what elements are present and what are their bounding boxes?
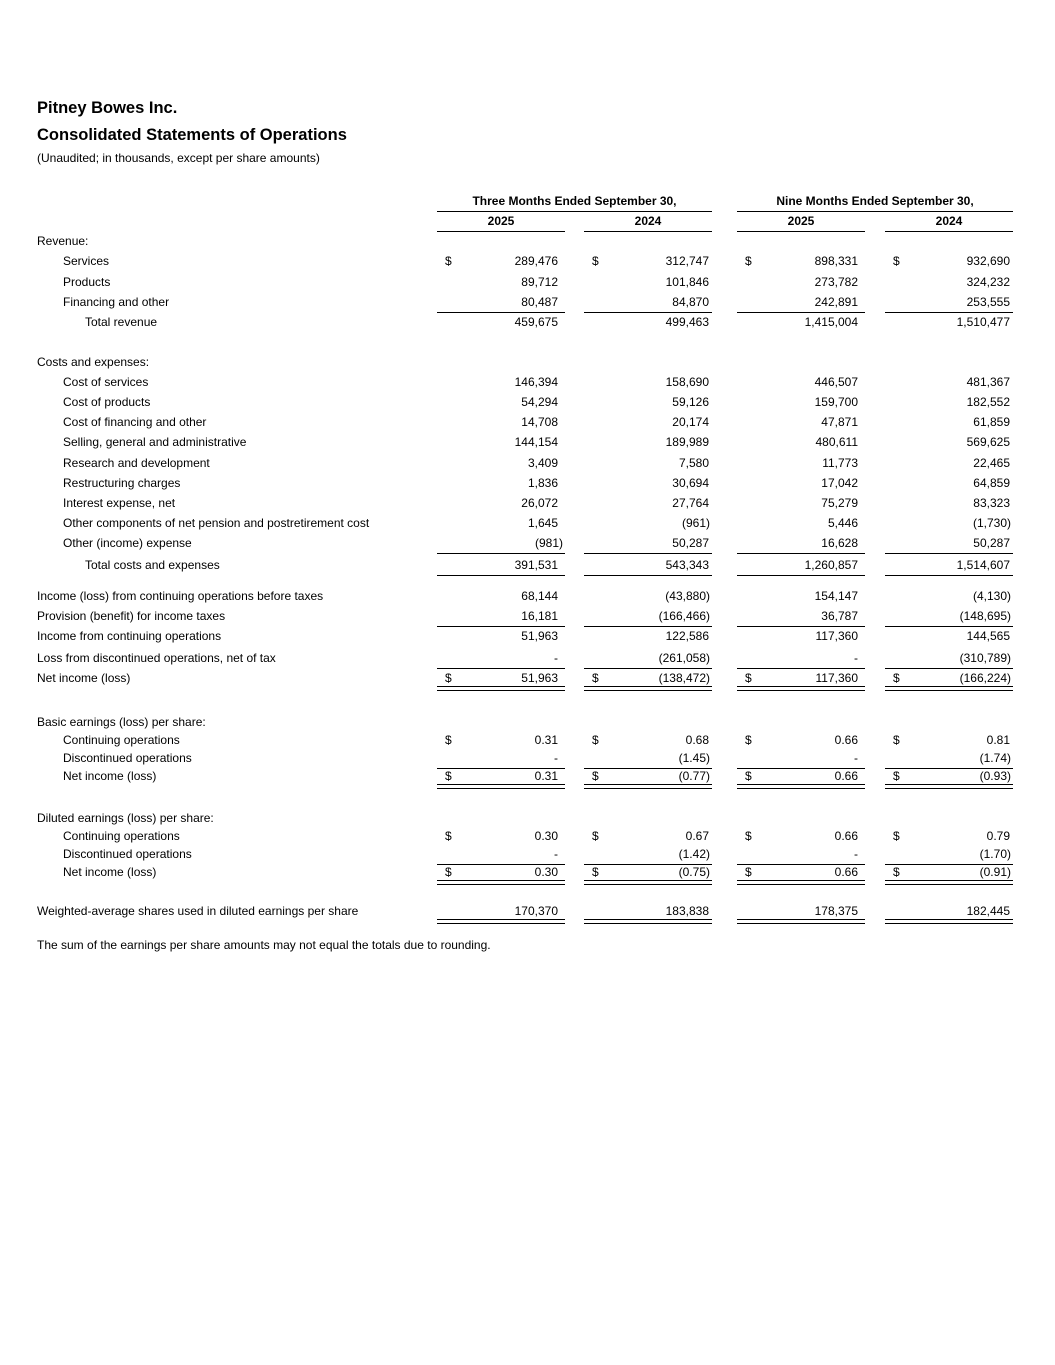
double-underline [737, 686, 865, 691]
value-cell: 36,787 [821, 609, 858, 623]
row-label: Net income (loss) [63, 769, 157, 783]
value-cell: 117,360 [815, 671, 858, 685]
double-underline [737, 919, 865, 924]
value-cell: 50,287 [672, 536, 709, 550]
statement-row [0, 514, 1055, 532]
value-cell: 898,331 [814, 254, 858, 268]
year-header: 2025 [787, 214, 815, 228]
value-cell: 0.81 [986, 733, 1010, 747]
double-underline [584, 784, 712, 789]
row-label: Selling, general and administrative [63, 435, 247, 449]
row-label: Net income (loss) [63, 865, 157, 879]
year-header: 2024 [634, 214, 662, 228]
value-cell: (310,789) [959, 651, 1011, 665]
value-cell: (0.93) [979, 769, 1011, 783]
statement-row [0, 353, 1055, 371]
currency-symbol: $ [745, 769, 752, 783]
statement-subtitle: (Unaudited; in thousands, except per share amounts) [37, 151, 320, 165]
value-cell: 11,773 [822, 456, 858, 470]
row-label: Interest expense, net [63, 496, 176, 510]
row-label: Discontinued operations [63, 847, 192, 861]
double-underline [885, 919, 1013, 924]
value-cell: 159,700 [814, 395, 858, 409]
statement-row [0, 767, 1055, 785]
value-cell: 182,552 [966, 395, 1010, 409]
statement-row [0, 313, 1055, 331]
value-cell: 499,463 [665, 315, 709, 329]
statement-row [0, 556, 1055, 574]
value-cell: (1.42) [678, 847, 710, 861]
value-cell: (148,695) [959, 609, 1011, 623]
value-cell: 1,415,004 [804, 315, 858, 329]
statement-row [0, 809, 1055, 827]
value-cell: 50,287 [973, 536, 1010, 550]
row-label: Continuing operations [63, 829, 180, 843]
row-label: Services [63, 254, 110, 268]
value-cell: 146,394 [514, 375, 558, 389]
currency-symbol: $ [445, 829, 452, 843]
currency-symbol: $ [592, 254, 599, 268]
row-label: Products [63, 275, 111, 289]
value-cell: 0.66 [834, 865, 858, 879]
currency-symbol: $ [893, 769, 900, 783]
subtotal-underline [437, 575, 565, 576]
value-cell: (166,224) [959, 671, 1011, 685]
value-cell: 59,126 [672, 395, 709, 409]
year-header: 2024 [935, 214, 963, 228]
statement-row [0, 534, 1055, 552]
value-cell: 1,260,857 [804, 558, 858, 572]
value-cell: 117,360 [815, 629, 858, 643]
value-cell: 14,708 [521, 415, 558, 429]
value-cell: 0.66 [834, 733, 858, 747]
value-cell: 480,611 [815, 435, 858, 449]
double-underline [437, 686, 565, 691]
currency-symbol: $ [745, 671, 752, 685]
value-cell: 101,846 [665, 275, 709, 289]
value-cell: 27,764 [672, 496, 709, 510]
statement-row [0, 494, 1055, 512]
value-cell: 253,555 [966, 295, 1010, 309]
value-cell: 84,870 [672, 295, 709, 309]
row-label: Financing and other [63, 295, 170, 309]
statement-row [0, 232, 1055, 250]
statement-row [0, 902, 1055, 920]
double-underline [437, 919, 565, 924]
value-cell: 17,042 [821, 476, 858, 490]
value-cell: 20,174 [672, 415, 709, 429]
value-cell: (1,730) [972, 516, 1011, 530]
value-cell: 0.79 [986, 829, 1010, 843]
row-label: Diluted earnings (loss) per share: [37, 811, 214, 825]
statement-row [0, 474, 1055, 492]
value-cell: 89,712 [521, 275, 558, 289]
value-cell: 47,871 [821, 415, 858, 429]
row-label: Cost of financing and other [63, 415, 207, 429]
value-cell: 80,487 [521, 295, 558, 309]
value-cell: - [554, 751, 558, 765]
company-name: Pitney Bowes Inc. [37, 99, 178, 117]
value-cell: 83,323 [973, 496, 1010, 510]
row-label: Loss from discontinued operations, net of tax [37, 651, 276, 665]
value-cell: 51,963 [521, 671, 558, 685]
value-cell: 144,565 [966, 629, 1010, 643]
row-label: Income (loss) from continuing operations before taxes [37, 589, 324, 603]
value-cell: 273,782 [814, 275, 858, 289]
statement-row [0, 433, 1055, 451]
statement-row [0, 649, 1055, 667]
value-cell: 22,465 [973, 456, 1010, 470]
value-cell: (166,466) [658, 609, 710, 623]
value-cell: 16,181 [521, 609, 558, 623]
value-cell: 324,232 [966, 275, 1010, 289]
subtotal-underline [584, 553, 712, 554]
subtotal-underline [885, 553, 1013, 554]
row-label: Provision (benefit) for income taxes [37, 609, 226, 623]
row-label: Cost of services [63, 375, 149, 389]
year-header: 2025 [487, 214, 515, 228]
value-cell: (0.77) [678, 769, 710, 783]
value-cell: 178,375 [814, 904, 858, 918]
currency-symbol: $ [592, 829, 599, 843]
value-cell: 3,409 [527, 456, 558, 470]
value-cell: 170,370 [514, 904, 558, 918]
value-cell: 144,154 [514, 435, 558, 449]
row-label: Total costs and expenses [85, 558, 220, 572]
statement-title: Consolidated Statements of Operations [37, 126, 347, 144]
currency-symbol: $ [592, 769, 599, 783]
statement-row [0, 373, 1055, 391]
value-cell: - [554, 651, 558, 665]
row-label: Weighted-average shares used in diluted earnings per share [37, 904, 359, 918]
statement-row [0, 827, 1055, 845]
value-cell: (1.45) [678, 751, 710, 765]
row-label: Revenue: [37, 234, 89, 248]
value-cell: 0.68 [685, 733, 709, 747]
value-cell: 64,859 [973, 476, 1010, 490]
value-cell: 158,690 [665, 375, 709, 389]
row-label: Income from continuing operations [37, 629, 222, 643]
value-cell: 183,838 [665, 904, 709, 918]
currency-symbol: $ [592, 671, 599, 685]
value-cell: 122,586 [665, 629, 709, 643]
row-label: Other (income) expense [63, 536, 192, 550]
value-cell: (0.91) [979, 865, 1011, 879]
value-cell: - [554, 847, 558, 861]
currency-symbol: $ [745, 829, 752, 843]
value-cell: 0.30 [534, 829, 558, 843]
value-cell: 189,989 [665, 435, 709, 449]
period-group-nine-months: Nine Months Ended September 30, [776, 194, 974, 208]
currency-symbol: $ [445, 733, 452, 747]
subtotal-underline [437, 553, 565, 554]
row-label: Total revenue [85, 315, 158, 329]
currency-symbol: $ [592, 733, 599, 747]
double-underline [737, 784, 865, 789]
value-cell: 0.31 [534, 733, 558, 747]
value-cell: 391,531 [514, 558, 558, 572]
value-cell: 182,445 [966, 904, 1010, 918]
value-cell: 1,510,477 [956, 315, 1010, 329]
value-cell: 0.66 [834, 769, 858, 783]
value-cell: (1.74) [979, 751, 1011, 765]
subtotal-underline [737, 575, 865, 576]
statement-row [0, 393, 1055, 411]
currency-symbol: $ [745, 865, 752, 879]
value-cell: 932,690 [966, 254, 1010, 268]
row-label: Other components of net pension and postretirement cost [63, 516, 370, 530]
currency-symbol: $ [893, 865, 900, 879]
currency-symbol: $ [745, 254, 752, 268]
double-underline [885, 686, 1013, 691]
row-label: Continuing operations [63, 733, 180, 747]
value-cell: - [854, 651, 858, 665]
value-cell: (1.70) [979, 847, 1011, 861]
currency-symbol: $ [893, 829, 900, 843]
value-cell: 242,891 [814, 295, 858, 309]
value-cell: (4,130) [972, 589, 1011, 603]
double-underline [885, 784, 1013, 789]
currency-symbol: $ [445, 769, 452, 783]
value-cell: 1,836 [527, 476, 558, 490]
value-cell: 0.67 [685, 829, 709, 843]
statement-row [0, 413, 1055, 431]
value-cell: 481,367 [966, 375, 1010, 389]
value-cell: 446,507 [814, 375, 858, 389]
value-cell: 30,694 [672, 476, 709, 490]
statement-row [0, 731, 1055, 749]
row-label: Discontinued operations [63, 751, 192, 765]
value-cell: 0.31 [534, 769, 558, 783]
double-underline [584, 919, 712, 924]
value-cell: (961) [681, 516, 710, 530]
value-cell: - [854, 751, 858, 765]
value-cell: 0.30 [534, 865, 558, 879]
subtotal-underline [737, 553, 865, 554]
value-cell: (981) [534, 536, 563, 550]
value-cell: - [854, 847, 858, 861]
currency-symbol: $ [893, 733, 900, 747]
value-cell: 0.66 [834, 829, 858, 843]
value-cell: (261,058) [658, 651, 710, 665]
double-underline [437, 784, 565, 789]
value-cell: 312,747 [665, 254, 709, 268]
value-cell: 1,514,607 [956, 558, 1010, 572]
row-label: Costs and expenses: [37, 355, 150, 369]
currency-symbol: $ [445, 671, 452, 685]
double-underline [437, 880, 565, 885]
value-cell: 7,580 [678, 456, 709, 470]
value-cell: 543,343 [665, 558, 709, 572]
row-label: Cost of products [63, 395, 151, 409]
value-cell: 61,859 [973, 415, 1010, 429]
value-cell: 54,294 [521, 395, 558, 409]
statement-row [0, 293, 1055, 311]
value-cell: 16,628 [821, 536, 858, 550]
statement-row [0, 252, 1055, 270]
double-underline [737, 880, 865, 885]
period-group-underline [737, 211, 1013, 212]
row-label: Net income (loss) [37, 671, 131, 685]
value-cell: 5,446 [827, 516, 858, 530]
value-cell: 154,147 [814, 589, 858, 603]
value-cell: 459,675 [514, 315, 558, 329]
value-cell: 26,072 [521, 496, 558, 510]
currency-symbol: $ [745, 733, 752, 747]
value-cell: 1,645 [527, 516, 558, 530]
value-cell: 569,625 [966, 435, 1010, 449]
currency-symbol: $ [893, 671, 900, 685]
row-label: Restructuring charges [63, 476, 181, 490]
subtotal-underline [885, 575, 1013, 576]
value-cell: (43,880) [665, 589, 710, 603]
currency-symbol: $ [592, 865, 599, 879]
statement-row [0, 627, 1055, 645]
value-cell: 51,963 [521, 629, 558, 643]
row-label: Basic earnings (loss) per share: [37, 715, 206, 729]
currency-symbol: $ [445, 254, 452, 268]
statement-row [0, 713, 1055, 731]
double-underline [584, 880, 712, 885]
value-cell: 75,279 [821, 496, 858, 510]
double-underline [885, 880, 1013, 885]
value-cell: (138,472) [658, 671, 710, 685]
period-group-three-months: Three Months Ended September 30, [472, 194, 677, 208]
statement-row [0, 669, 1055, 687]
statement-row [0, 607, 1055, 625]
subtotal-underline [584, 575, 712, 576]
value-cell: 289,476 [514, 254, 558, 268]
statement-row [0, 273, 1055, 291]
footnote: The sum of the earnings per share amounts may not equal the totals due to rounding. [37, 938, 491, 952]
statement-row [0, 587, 1055, 605]
currency-symbol: $ [445, 865, 452, 879]
period-group-underline [437, 211, 712, 212]
statement-row [0, 845, 1055, 863]
statement-row [0, 454, 1055, 472]
value-cell: 68,144 [521, 589, 558, 603]
currency-symbol: $ [893, 254, 900, 268]
double-underline [584, 686, 712, 691]
statement-row [0, 749, 1055, 767]
statement-row [0, 863, 1055, 881]
value-cell: (0.75) [678, 865, 710, 879]
row-label: Research and development [63, 456, 210, 470]
